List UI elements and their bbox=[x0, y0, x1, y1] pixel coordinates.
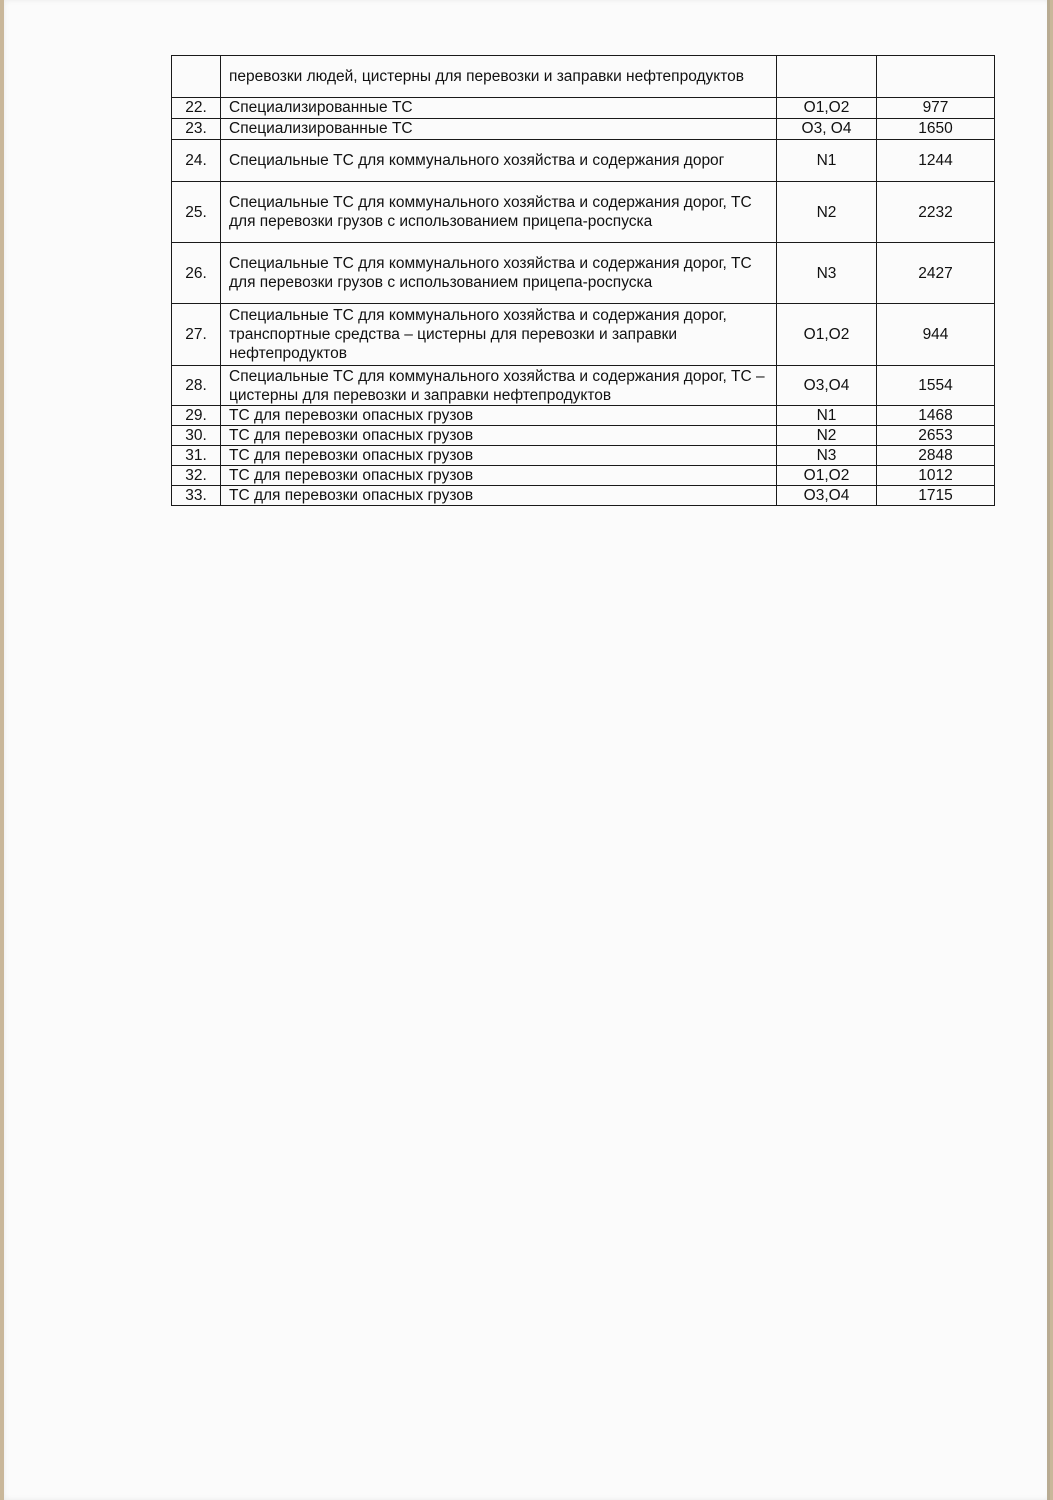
row-category-cell: O1,O2 bbox=[777, 466, 877, 486]
row-number-cell: 26. bbox=[172, 243, 221, 304]
row-category-cell: N3 bbox=[777, 243, 877, 304]
row-description-cell: ТС для перевозки опасных грузов bbox=[221, 486, 777, 506]
table-row bbox=[172, 304, 995, 366]
row-description-cell: ТС для перевозки опасных грузов bbox=[221, 426, 777, 446]
row-description-cell: Специальные ТС для коммунального хозяйства и содержания дорог, транспортные средства – цистерны для перевозки и заправки нефтепродуктов bbox=[221, 304, 777, 366]
row-category-cell: O3,O4 bbox=[777, 486, 877, 506]
row-category-cell: O3,O4 bbox=[777, 366, 877, 406]
row-number-cell: 23. bbox=[172, 119, 221, 140]
row-number-cell: 22. bbox=[172, 98, 221, 119]
row-value-cell: 2848 bbox=[877, 446, 995, 466]
table-row-continuation bbox=[172, 56, 995, 98]
row-category-cell: N1 bbox=[777, 406, 877, 426]
table-row bbox=[172, 119, 995, 140]
vehicle-fee-table bbox=[171, 55, 995, 506]
row-value-cell: 2427 bbox=[877, 243, 995, 304]
row-value-cell bbox=[877, 56, 995, 98]
row-number-cell: 28. bbox=[172, 366, 221, 406]
row-number-cell: 31. bbox=[172, 446, 221, 466]
row-category-cell bbox=[777, 56, 877, 98]
row-category-cell: N2 bbox=[777, 426, 877, 446]
row-description-cell: перевозки людей, цистерны для перевозки и заправки нефтепродуктов bbox=[221, 56, 777, 98]
table-row bbox=[172, 98, 995, 119]
table-row bbox=[172, 182, 995, 243]
row-category-cell: N3 bbox=[777, 446, 877, 466]
row-description-cell: ТС для перевозки опасных грузов bbox=[221, 466, 777, 486]
row-category-cell: O1,O2 bbox=[777, 304, 877, 366]
row-number-cell: 29. bbox=[172, 406, 221, 426]
page-edge bbox=[1047, 0, 1050, 1500]
row-number-cell: 24. bbox=[172, 140, 221, 182]
row-number-cell: 33. bbox=[172, 486, 221, 506]
row-value-cell: 2653 bbox=[877, 426, 995, 446]
row-number-cell bbox=[172, 56, 221, 98]
row-number-cell: 25. bbox=[172, 182, 221, 243]
row-value-cell: 1244 bbox=[877, 140, 995, 182]
row-category-cell: O1,O2 bbox=[777, 98, 877, 119]
row-value-cell: 1468 bbox=[877, 406, 995, 426]
row-description-cell: ТС для перевозки опасных грузов bbox=[221, 446, 777, 466]
row-number-cell: 30. bbox=[172, 426, 221, 446]
row-description-cell: Специализированные ТС bbox=[221, 98, 777, 119]
row-category-cell: N2 bbox=[777, 182, 877, 243]
row-description-cell: Специальные ТС для коммунального хозяйства и содержания дорог, ТС – цистерны для перевозки и заправки нефтепродуктов bbox=[221, 366, 777, 406]
table-row bbox=[172, 406, 995, 426]
table-row bbox=[172, 446, 995, 466]
row-number-cell: 27. bbox=[172, 304, 221, 366]
row-description-cell: ТС для перевозки опасных грузов bbox=[221, 406, 777, 426]
table-row bbox=[172, 426, 995, 446]
row-description-cell: Специальные ТС для коммунального хозяйства и содержания дорог, ТС для перевозки грузов с использованием прицепа-роспуска bbox=[221, 243, 777, 304]
table-row bbox=[172, 486, 995, 506]
table-row bbox=[172, 243, 995, 304]
row-number-cell: 32. bbox=[172, 466, 221, 486]
row-description-cell: Специализированные ТС bbox=[221, 119, 777, 140]
table-row bbox=[172, 140, 995, 182]
row-value-cell: 1715 bbox=[877, 486, 995, 506]
table-row bbox=[172, 466, 995, 486]
row-category-cell: O3, O4 bbox=[777, 119, 877, 140]
row-value-cell: 1650 bbox=[877, 119, 995, 140]
row-value-cell: 2232 bbox=[877, 182, 995, 243]
row-description-cell: Специальные ТС для коммунального хозяйства и содержания дорог bbox=[221, 140, 777, 182]
row-category-cell: N1 bbox=[777, 140, 877, 182]
table-row bbox=[172, 366, 995, 406]
row-value-cell: 1012 bbox=[877, 466, 995, 486]
row-value-cell: 1554 bbox=[877, 366, 995, 406]
row-description-cell: Специальные ТС для коммунального хозяйства и содержания дорог, ТС для перевозки грузов с использованием прицепа-роспуска bbox=[221, 182, 777, 243]
document-page bbox=[4, 0, 1050, 1500]
row-value-cell: 944 bbox=[877, 304, 995, 366]
row-value-cell: 977 bbox=[877, 98, 995, 119]
